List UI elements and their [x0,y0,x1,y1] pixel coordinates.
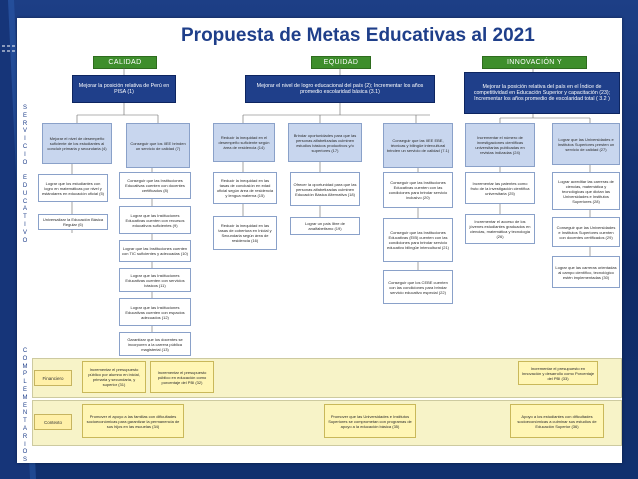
column-header-innovacion: INNOVACIÓN Y [482,56,587,69]
contexto-34: Promover el apoyo a las familias con dificultades socioeconómicas para garantizar la permanencia de sus hijos en las escuelas (34) [82,404,184,438]
line-item-29: Conseguir que las Universidades e Institutos Superiores cuenten con docentes certificados (29) [552,217,620,247]
line-item-22: Conseguir que los CEBE cuenten con las condiciones para brindar servicio educativo especial (22) [383,270,453,304]
line-item-10: Lograr que las Instituciones cuenten con TIC suficientes y adecuadas (10) [119,240,191,262]
line-item-26: Incrementar el acceso de los jóvenes estudiantes graduados en ciencias, matemática y tecnología (26) [465,214,535,244]
side-complementarios-letter: L [23,379,27,386]
financiero-32: Incrementar el presupuesto público en educación como porcentaje del PBI (32) [150,361,214,393]
side-servicio-letter: C [22,143,28,150]
line-item-13: Garantizar que los docentes se incorporen a la carrera pública magisterial (13) [119,332,191,356]
objective-7: Conseguir que los IIEE brinden un servicio de calidad (7) [126,123,190,168]
side-servicio-letter: I [24,136,26,143]
side-servicio-letter: O [22,159,28,166]
financiero-31: Incrementar el presupuesto público por alumno en inicial, primaria y secundaria, y superior (31) [82,361,146,393]
side-complementarios-letter: A [22,425,27,432]
side-complementarios-letter: E [22,402,27,409]
side-complementarios-letter: C [22,348,28,354]
side-complementarios-letter: P [22,371,27,378]
row-label-financiero: Financiero [34,370,72,386]
line-item-9: Lograr que las Instituciones Educativas cuenten con recursos educativos suficientes (9) [119,206,191,234]
line-item-18: Ofrecer la oportunidad para que las personas alfabetizadas culminen Educación Básica Alternativa (18) [290,172,360,206]
side-complementarios-letter: I [24,441,26,448]
side-servicio-letter: D [22,182,28,189]
side-servicio-letter: E [22,112,27,119]
side-complementarios-letter: S [22,457,27,464]
objective-4: Mejorar el nivel de desempeño suficiente de los estudiantes al concluir primaria y secundaria (4) [42,123,112,164]
side-servicio-letter: V [22,229,27,236]
line-item-25: Incrementar las patentes como fruto de la investigación científica universitaria (25) [465,172,535,204]
side-servicio-letter: E [22,175,27,182]
objective-14: Reducir la inequidad en el desempeño suficiente según área de residencia (14) [213,123,275,162]
financiero-33: Incrementar el presupuesto en Innovación y desarrollo como Porcentaje del PBI (33) [518,361,598,385]
side-complementarios-letter: O [22,355,28,362]
line-item-19: Lograr un país libre de analfabetismo (19) [290,217,360,235]
side-servicio-letter: C [22,198,28,205]
line-item-12: Lograr que las Instituciones Educativas cuenten con espacios adecuados (12) [119,298,191,326]
line-item-15: Reducir la inequidad en las tasas de conclusión en edad oficial según área de residencia y lengua materna (15) [213,172,277,204]
line-item-16: Reducir la inequidad en las tasas de cobertura en Inicial y Secundaria según área de residencia (16) [213,216,277,250]
goal-innovacion: Mejorar la posición relativa del país en el Índice de competitividad en Educación Superior y capacitación (23); Incrementar los años promedio de escolaridad total ( 3.2 ) [464,72,620,114]
line-item-6: Universalizar la Educación Básica Regular (6) [38,214,108,230]
line-item-28: Lograr acreditar las carreras de ciencias, matemática y tecnológicas que dictan las Universidades e Institutos Superiores (28) [552,172,620,210]
side-complementarios-letter: O [22,449,28,456]
side-label-complementarios [21,348,29,465]
side-servicio-letter: R [22,120,28,127]
goal-equidad: Mejorar el nivel de logro educacional del país (2); Incrementar los años promedio escolaridad básica (3.1) [245,75,435,103]
side-servicio-letter: I [24,221,26,228]
side-complementarios-letter: T [23,418,27,425]
side-complementarios-letter: N [22,410,28,417]
line-item-30: Lograr que las carreras orientadas al campo científico, tecnológico estén implementadas (30) [552,256,620,288]
side-complementarios-letter: R [22,433,28,440]
line-item-8: Conseguir que las Instituciones Educativas cuenten con docentes certificados (8) [119,172,191,199]
contexto-35: Promover que las Universidades e Institutos Superiores se comprometan con programas de apoyo a la educación básica (35) [324,404,416,438]
line-item-21: Conseguir que las Instituciones Educativas (EIB) cuenten con las condiciones para brindar servicio educativo bilingüe intercultural (21) [383,218,453,262]
line-item-5: Lograr que los estudiantes con logro en matemáticas por nivel y estándares en educación oficial (5) [38,174,108,202]
side-servicio-letter: I [24,151,26,158]
side-servicio-letter: S [22,105,27,111]
objective-7-1: Conseguir que las IIEE EBE, técnicas y bilingüe intercultural brinden un servicio de calidad (7.1) [383,123,453,168]
side-servicio-letter: U [22,190,28,197]
contexto-36: Apoyo a los estudiantes con dificultades socioeconómicas a culminar sus estudios de Educación Superior (36) [510,404,604,438]
row-label-contexto: Contexto [34,414,72,430]
page-title: Propuesta de Metas Educativas al 2021 [181,25,535,46]
side-servicio-letter [21,167,29,175]
column-header-calidad: CALIDAD [93,56,157,69]
line-item-20: Conseguir que las Instituciones Educativas cuenten con las condiciones para brindar servicio inclusivo (20) [383,172,453,208]
objective-24: Incrementar el número de investigaciones científicas universitarias publicadas en revistas indizadas (24) [465,123,535,167]
side-complementarios-letter: E [22,386,27,393]
objective-27: Lograr que las Universidades e Institutos Superiores presten un servicio de calidad (27) [552,123,620,165]
side-complementarios-letter: M [22,363,28,370]
side-servicio-letter: V [22,128,27,135]
goal-calidad: Mejorar la posición relativa de Perú en PISA (1) [72,75,176,103]
side-servicio-letter: A [22,206,27,213]
side-servicio-letter: T [23,214,27,221]
column-header-equidad: EQUIDAD [311,56,371,69]
side-servicio-letter: O [22,237,28,244]
side-complementarios-letter: M [22,394,28,401]
side-label-servicio-educativo [21,105,29,245]
line-item-11: Lograr que las Instituciones Educativas cuenten con servicios básicos (11) [119,268,191,292]
objective-17: Brindar oportunidades para que las personas alfabetizadas culminen estudios básicos productivos y/o superiores (17) [288,123,362,162]
